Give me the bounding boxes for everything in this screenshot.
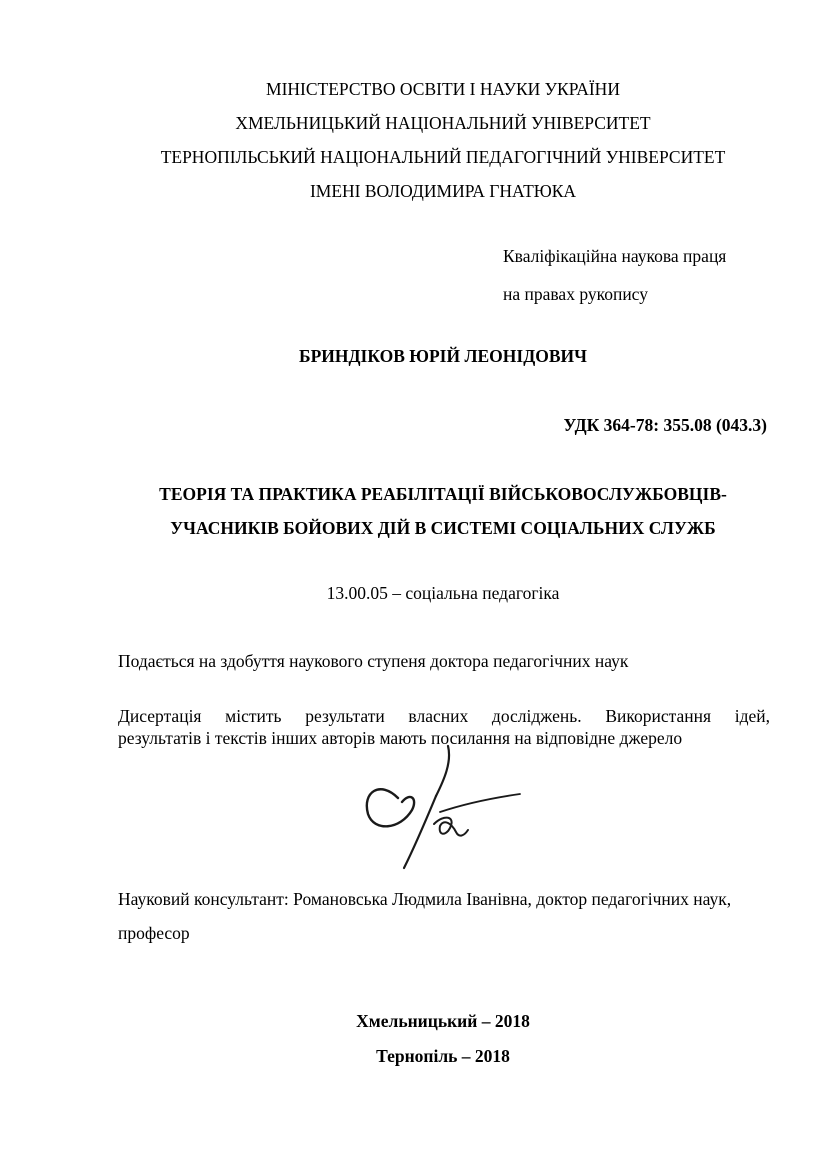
university-name-2: ТЕРНОПІЛЬСЬКИЙ НАЦІОНАЛЬНИЙ ПЕДАГОГІЧНИЙ УНІВЕРСИТЕТ [160, 147, 726, 167]
specialty-code: 13.00.05 – соціальна педагогіка [326, 583, 560, 603]
manuscript-type: Кваліфікаційна наукова праця [503, 246, 727, 266]
udc-code: УДК 364-78: 355.08 (043.3) [563, 415, 767, 435]
declaration-line-2: результатів і текстів інших авторів мають посилання на відповідне джерело [118, 728, 683, 748]
ministry-name: МІНІСТЕРСТВО ОСВІТИ І НАУКИ УКРАЇНИ [266, 79, 620, 99]
signature [340, 740, 540, 875]
scientific-consultant: Науковий консультант: Романовська Людмила Іванівна, доктор педагогічних наук, професор [118, 889, 732, 943]
manuscript-rights: на правах рукопису [503, 284, 648, 304]
city-year-1: Хмельницький – 2018 [356, 1011, 530, 1031]
university-name-2-continued: ІМЕНІ ВОЛОДИМИРА ГНАТЮКА [309, 181, 577, 201]
author-name: БРИНДІКОВ ЮРІЙ ЛЕОНІДОВИЧ [299, 346, 587, 366]
thesis-title-line-1: ТЕОРІЯ ТА ПРАКТИКА РЕАБІЛІТАЦІЇ ВІЙСЬКОВОСЛУЖБОВЦІВ- [159, 484, 727, 504]
declaration-line-1: Дисертація містить результати власних досліджень. Використання ідей, [118, 706, 770, 726]
university-name-1: ХМЕЛЬНИЦЬКИЙ НАЦІОНАЛЬНИЙ УНІВЕРСИТЕТ [235, 113, 651, 133]
degree-statement: Подається на здобуття наукового ступеня доктора педагогічних наук [118, 651, 629, 671]
thesis-title-line-2: УЧАСНИКІВ БОЙОВИХ ДІЙ В СИСТЕМІ СОЦІАЛЬНИХ СЛУЖБ [170, 518, 716, 538]
city-year-2: Тернопіль – 2018 [376, 1046, 510, 1066]
